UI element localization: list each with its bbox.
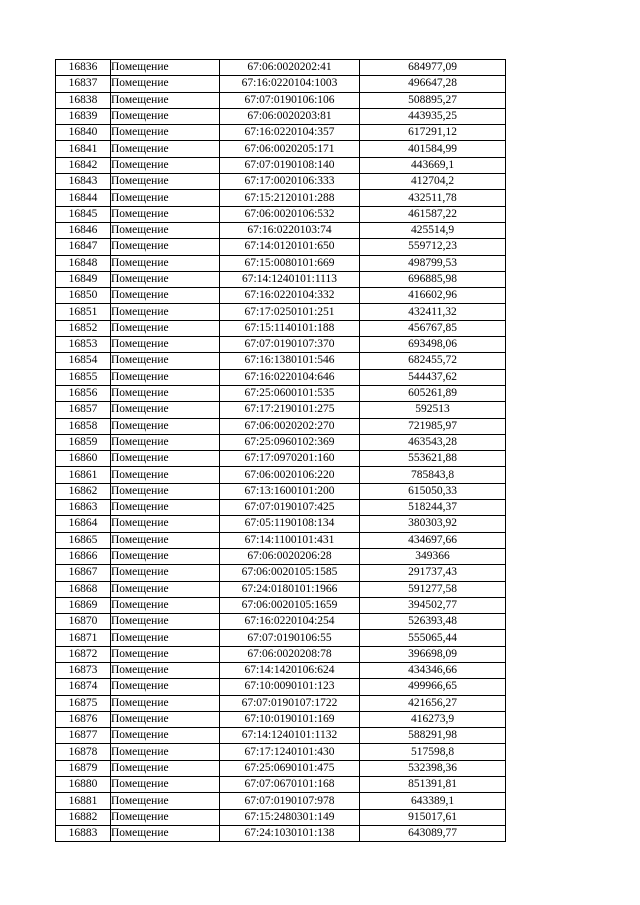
object-type-cell: Помещение xyxy=(111,711,220,727)
object-type-cell: Помещение xyxy=(111,418,220,434)
cadastral-number-cell: 67:15:2120101:288 xyxy=(220,190,360,206)
cadastral-number-cell: 67:13:1600101:200 xyxy=(220,483,360,499)
cadastral-number-cell: 67:07:0190107:1722 xyxy=(220,695,360,711)
cadastral-value-cell: 693498,06 xyxy=(360,337,506,353)
row-number-cell: 16841 xyxy=(56,141,111,157)
object-type-cell: Помещение xyxy=(111,532,220,548)
object-type-cell: Помещение xyxy=(111,157,220,173)
object-type-cell: Помещение xyxy=(111,679,220,695)
row-number-cell: 16873 xyxy=(56,662,111,678)
cadastral-number-cell: 67:07:0190106:55 xyxy=(220,630,360,646)
table-row xyxy=(56,125,506,141)
cadastral-value-cell: 591277,58 xyxy=(360,581,506,597)
cadastral-number-cell: 67:06:0020106:532 xyxy=(220,206,360,222)
cadastral-number-cell: 67:17:2190101:275 xyxy=(220,402,360,418)
object-type-cell: Помещение xyxy=(111,597,220,613)
row-number-cell: 16859 xyxy=(56,434,111,450)
object-type-cell: Помещение xyxy=(111,777,220,793)
property-table xyxy=(55,59,506,842)
cadastral-value-cell: 498799,53 xyxy=(360,255,506,271)
cadastral-number-cell: 67:25:0690101:475 xyxy=(220,760,360,776)
cadastral-number-cell: 67:15:0080101:669 xyxy=(220,255,360,271)
cadastral-value-cell: 443935,25 xyxy=(360,108,506,124)
cadastral-number-cell: 67:06:0020202:41 xyxy=(220,60,360,76)
row-number-cell: 16837 xyxy=(56,76,111,92)
table-row xyxy=(56,239,506,255)
table-row xyxy=(56,337,506,353)
cadastral-value-cell: 696885,98 xyxy=(360,271,506,287)
row-number-cell: 16872 xyxy=(56,646,111,662)
cadastral-number-cell: 67:16:0220104:1003 xyxy=(220,76,360,92)
cadastral-number-cell: 67:17:1240101:430 xyxy=(220,744,360,760)
cadastral-value-cell: 412704,2 xyxy=(360,174,506,190)
cadastral-number-cell: 67:25:0600101:535 xyxy=(220,385,360,401)
cadastral-number-cell: 67:14:1240101:1132 xyxy=(220,728,360,744)
object-type-cell: Помещение xyxy=(111,222,220,238)
cadastral-number-cell: 67:07:0190106:106 xyxy=(220,92,360,108)
cadastral-value-cell: 508895,27 xyxy=(360,92,506,108)
object-type-cell: Помещение xyxy=(111,793,220,809)
cadastral-number-cell: 67:24:1030101:138 xyxy=(220,825,360,841)
object-type-cell: Помещение xyxy=(111,565,220,581)
cadastral-number-cell: 67:06:0020205:171 xyxy=(220,141,360,157)
cadastral-value-cell: 443669,1 xyxy=(360,157,506,173)
row-number-cell: 16850 xyxy=(56,288,111,304)
cadastral-number-cell: 67:06:0020203:81 xyxy=(220,108,360,124)
object-type-cell: Помещение xyxy=(111,92,220,108)
object-type-cell: Помещение xyxy=(111,385,220,401)
row-number-cell: 16876 xyxy=(56,711,111,727)
cadastral-value-cell: 643389,1 xyxy=(360,793,506,809)
cadastral-number-cell: 67:06:0020202:270 xyxy=(220,418,360,434)
cadastral-number-cell: 67:15:2480301:149 xyxy=(220,809,360,825)
table-row xyxy=(56,108,506,124)
row-number-cell: 16860 xyxy=(56,451,111,467)
cadastral-value-cell: 517598,8 xyxy=(360,744,506,760)
object-type-cell: Помещение xyxy=(111,630,220,646)
row-number-cell: 16867 xyxy=(56,565,111,581)
row-number-cell: 16847 xyxy=(56,239,111,255)
cadastral-value-cell: 349366 xyxy=(360,548,506,564)
row-number-cell: 16875 xyxy=(56,695,111,711)
object-type-cell: Помещение xyxy=(111,614,220,630)
object-type-cell: Помещение xyxy=(111,548,220,564)
table-row xyxy=(56,190,506,206)
object-type-cell: Помещение xyxy=(111,239,220,255)
row-number-cell: 16842 xyxy=(56,157,111,173)
row-number-cell: 16838 xyxy=(56,92,111,108)
cadastral-number-cell: 67:25:0960102:369 xyxy=(220,434,360,450)
table-body xyxy=(56,60,506,842)
table-row xyxy=(56,793,506,809)
row-number-cell: 16858 xyxy=(56,418,111,434)
object-type-cell: Помещение xyxy=(111,108,220,124)
cadastral-value-cell: 643089,77 xyxy=(360,825,506,841)
cadastral-number-cell: 67:17:0970201:160 xyxy=(220,451,360,467)
cadastral-value-cell: 401584,99 xyxy=(360,141,506,157)
cadastral-number-cell: 67:14:1420106:624 xyxy=(220,662,360,678)
cadastral-value-cell: 684977,09 xyxy=(360,60,506,76)
cadastral-value-cell: 434346,66 xyxy=(360,662,506,678)
cadastral-number-cell: 67:16:0220103:74 xyxy=(220,222,360,238)
row-number-cell: 16878 xyxy=(56,744,111,760)
object-type-cell: Помещение xyxy=(111,825,220,841)
table-row xyxy=(56,744,506,760)
object-type-cell: Помещение xyxy=(111,434,220,450)
row-number-cell: 16865 xyxy=(56,532,111,548)
object-type-cell: Помещение xyxy=(111,662,220,678)
cadastral-number-cell: 67:06:0020106:220 xyxy=(220,467,360,483)
cadastral-value-cell: 915017,61 xyxy=(360,809,506,825)
row-number-cell: 16861 xyxy=(56,467,111,483)
cadastral-number-cell: 67:07:0670101:168 xyxy=(220,777,360,793)
row-number-cell: 16844 xyxy=(56,190,111,206)
table-row xyxy=(56,662,506,678)
cadastral-number-cell: 67:06:0020208:78 xyxy=(220,646,360,662)
cadastral-number-cell: 67:16:0220104:332 xyxy=(220,288,360,304)
table-row xyxy=(56,60,506,76)
cadastral-number-cell: 67:07:0190107:425 xyxy=(220,500,360,516)
row-number-cell: 16880 xyxy=(56,777,111,793)
cadastral-value-cell: 555065,44 xyxy=(360,630,506,646)
cadastral-value-cell: 615050,33 xyxy=(360,483,506,499)
cadastral-number-cell: 67:14:1100101:431 xyxy=(220,532,360,548)
cadastral-value-cell: 463543,28 xyxy=(360,434,506,450)
cadastral-value-cell: 416602,96 xyxy=(360,288,506,304)
cadastral-number-cell: 67:17:0250101:251 xyxy=(220,304,360,320)
object-type-cell: Помещение xyxy=(111,695,220,711)
cadastral-value-cell: 461587,22 xyxy=(360,206,506,222)
cadastral-value-cell: 496647,28 xyxy=(360,76,506,92)
table-row xyxy=(56,646,506,662)
table-row xyxy=(56,630,506,646)
table-row xyxy=(56,516,506,532)
table-row xyxy=(56,809,506,825)
row-number-cell: 16845 xyxy=(56,206,111,222)
table-row xyxy=(56,467,506,483)
table-row xyxy=(56,434,506,450)
cadastral-value-cell: 592513 xyxy=(360,402,506,418)
object-type-cell: Помещение xyxy=(111,369,220,385)
table-row xyxy=(56,157,506,173)
row-number-cell: 16871 xyxy=(56,630,111,646)
table-row xyxy=(56,581,506,597)
table-row xyxy=(56,679,506,695)
row-number-cell: 16874 xyxy=(56,679,111,695)
table-row xyxy=(56,777,506,793)
table-row xyxy=(56,614,506,630)
object-type-cell: Помещение xyxy=(111,271,220,287)
object-type-cell: Помещение xyxy=(111,304,220,320)
table-row xyxy=(56,385,506,401)
row-number-cell: 16870 xyxy=(56,614,111,630)
row-number-cell: 16849 xyxy=(56,271,111,287)
row-number-cell: 16866 xyxy=(56,548,111,564)
cadastral-value-cell: 617291,12 xyxy=(360,125,506,141)
cadastral-value-cell: 380303,92 xyxy=(360,516,506,532)
object-type-cell: Помещение xyxy=(111,760,220,776)
object-type-cell: Помещение xyxy=(111,483,220,499)
row-number-cell: 16879 xyxy=(56,760,111,776)
table-row xyxy=(56,76,506,92)
object-type-cell: Помещение xyxy=(111,500,220,516)
table-row xyxy=(56,92,506,108)
cadastral-value-cell: 456767,85 xyxy=(360,320,506,336)
table-row xyxy=(56,825,506,841)
cadastral-value-cell: 559712,23 xyxy=(360,239,506,255)
cadastral-number-cell: 67:16:0220104:254 xyxy=(220,614,360,630)
object-type-cell: Помещение xyxy=(111,337,220,353)
cadastral-number-cell: 67:10:0090101:123 xyxy=(220,679,360,695)
cadastral-value-cell: 421656,27 xyxy=(360,695,506,711)
cadastral-value-cell: 291737,43 xyxy=(360,565,506,581)
cadastral-value-cell: 416273,9 xyxy=(360,711,506,727)
table-row xyxy=(56,288,506,304)
cadastral-number-cell: 67:17:0020106:333 xyxy=(220,174,360,190)
row-number-cell: 16836 xyxy=(56,60,111,76)
row-number-cell: 16853 xyxy=(56,337,111,353)
object-type-cell: Помещение xyxy=(111,206,220,222)
cadastral-number-cell: 67:16:1380101:546 xyxy=(220,353,360,369)
table-row xyxy=(56,728,506,744)
cadastral-number-cell: 67:15:1140101:188 xyxy=(220,320,360,336)
object-type-cell: Помещение xyxy=(111,744,220,760)
object-type-cell: Помещение xyxy=(111,451,220,467)
table-row xyxy=(56,255,506,271)
row-number-cell: 16863 xyxy=(56,500,111,516)
table-row xyxy=(56,141,506,157)
cadastral-value-cell: 396698,09 xyxy=(360,646,506,662)
cadastral-value-cell: 721985,97 xyxy=(360,418,506,434)
row-number-cell: 16852 xyxy=(56,320,111,336)
cadastral-number-cell: 67:07:0190107:370 xyxy=(220,337,360,353)
row-number-cell: 16882 xyxy=(56,809,111,825)
row-number-cell: 16840 xyxy=(56,125,111,141)
row-number-cell: 16856 xyxy=(56,385,111,401)
object-type-cell: Помещение xyxy=(111,809,220,825)
table-row xyxy=(56,174,506,190)
object-type-cell: Помещение xyxy=(111,141,220,157)
cadastral-value-cell: 432411,32 xyxy=(360,304,506,320)
table-row xyxy=(56,711,506,727)
object-type-cell: Помещение xyxy=(111,353,220,369)
row-number-cell: 16839 xyxy=(56,108,111,124)
cadastral-value-cell: 605261,89 xyxy=(360,385,506,401)
cadastral-value-cell: 532398,36 xyxy=(360,760,506,776)
cadastral-value-cell: 553621,88 xyxy=(360,451,506,467)
object-type-cell: Помещение xyxy=(111,516,220,532)
object-type-cell: Помещение xyxy=(111,174,220,190)
table-row xyxy=(56,320,506,336)
object-type-cell: Помещение xyxy=(111,646,220,662)
table-row xyxy=(56,206,506,222)
table-row xyxy=(56,483,506,499)
object-type-cell: Помещение xyxy=(111,76,220,92)
table-row xyxy=(56,500,506,516)
cadastral-number-cell: 67:06:0020105:1585 xyxy=(220,565,360,581)
row-number-cell: 16848 xyxy=(56,255,111,271)
row-number-cell: 16843 xyxy=(56,174,111,190)
cadastral-value-cell: 499966,65 xyxy=(360,679,506,695)
row-number-cell: 16846 xyxy=(56,222,111,238)
cadastral-value-cell: 785843,8 xyxy=(360,467,506,483)
cadastral-value-cell: 588291,98 xyxy=(360,728,506,744)
row-number-cell: 16883 xyxy=(56,825,111,841)
row-number-cell: 16851 xyxy=(56,304,111,320)
cadastral-value-cell: 425514,9 xyxy=(360,222,506,238)
cadastral-number-cell: 67:14:0120101:650 xyxy=(220,239,360,255)
row-number-cell: 16855 xyxy=(56,369,111,385)
table-row xyxy=(56,369,506,385)
cadastral-number-cell: 67:06:0020105:1659 xyxy=(220,597,360,613)
table-row xyxy=(56,532,506,548)
table-row xyxy=(56,304,506,320)
cadastral-number-cell: 67:07:0190107:978 xyxy=(220,793,360,809)
object-type-cell: Помещение xyxy=(111,288,220,304)
table-row xyxy=(56,402,506,418)
object-type-cell: Помещение xyxy=(111,190,220,206)
table-row xyxy=(56,271,506,287)
table-row xyxy=(56,597,506,613)
cadastral-value-cell: 434697,66 xyxy=(360,532,506,548)
cadastral-value-cell: 432511,78 xyxy=(360,190,506,206)
row-number-cell: 16869 xyxy=(56,597,111,613)
table-row xyxy=(56,760,506,776)
table-row xyxy=(56,695,506,711)
cadastral-number-cell: 67:07:0190108:140 xyxy=(220,157,360,173)
cadastral-number-cell: 67:16:0220104:646 xyxy=(220,369,360,385)
object-type-cell: Помещение xyxy=(111,125,220,141)
table-row xyxy=(56,353,506,369)
table-row xyxy=(56,548,506,564)
cadastral-value-cell: 526393,48 xyxy=(360,614,506,630)
cadastral-value-cell: 682455,72 xyxy=(360,353,506,369)
table-row xyxy=(56,418,506,434)
row-number-cell: 16868 xyxy=(56,581,111,597)
cadastral-number-cell: 67:24:0180101:1966 xyxy=(220,581,360,597)
cadastral-number-cell: 67:16:0220104:357 xyxy=(220,125,360,141)
object-type-cell: Помещение xyxy=(111,320,220,336)
row-number-cell: 16881 xyxy=(56,793,111,809)
row-number-cell: 16877 xyxy=(56,728,111,744)
row-number-cell: 16857 xyxy=(56,402,111,418)
table-row xyxy=(56,565,506,581)
cadastral-value-cell: 851391,81 xyxy=(360,777,506,793)
cadastral-number-cell: 67:14:1240101:1113 xyxy=(220,271,360,287)
object-type-cell: Помещение xyxy=(111,467,220,483)
cadastral-value-cell: 544437,62 xyxy=(360,369,506,385)
object-type-cell: Помещение xyxy=(111,255,220,271)
object-type-cell: Помещение xyxy=(111,581,220,597)
table-row xyxy=(56,222,506,238)
cadastral-number-cell: 67:06:0020206:28 xyxy=(220,548,360,564)
cadastral-number-cell: 67:05:1190108:134 xyxy=(220,516,360,532)
row-number-cell: 16862 xyxy=(56,483,111,499)
row-number-cell: 16854 xyxy=(56,353,111,369)
object-type-cell: Помещение xyxy=(111,60,220,76)
row-number-cell: 16864 xyxy=(56,516,111,532)
cadastral-value-cell: 394502,77 xyxy=(360,597,506,613)
table-row xyxy=(56,451,506,467)
cadastral-value-cell: 518244,37 xyxy=(360,500,506,516)
object-type-cell: Помещение xyxy=(111,728,220,744)
cadastral-number-cell: 67:10:0190101:169 xyxy=(220,711,360,727)
object-type-cell: Помещение xyxy=(111,402,220,418)
